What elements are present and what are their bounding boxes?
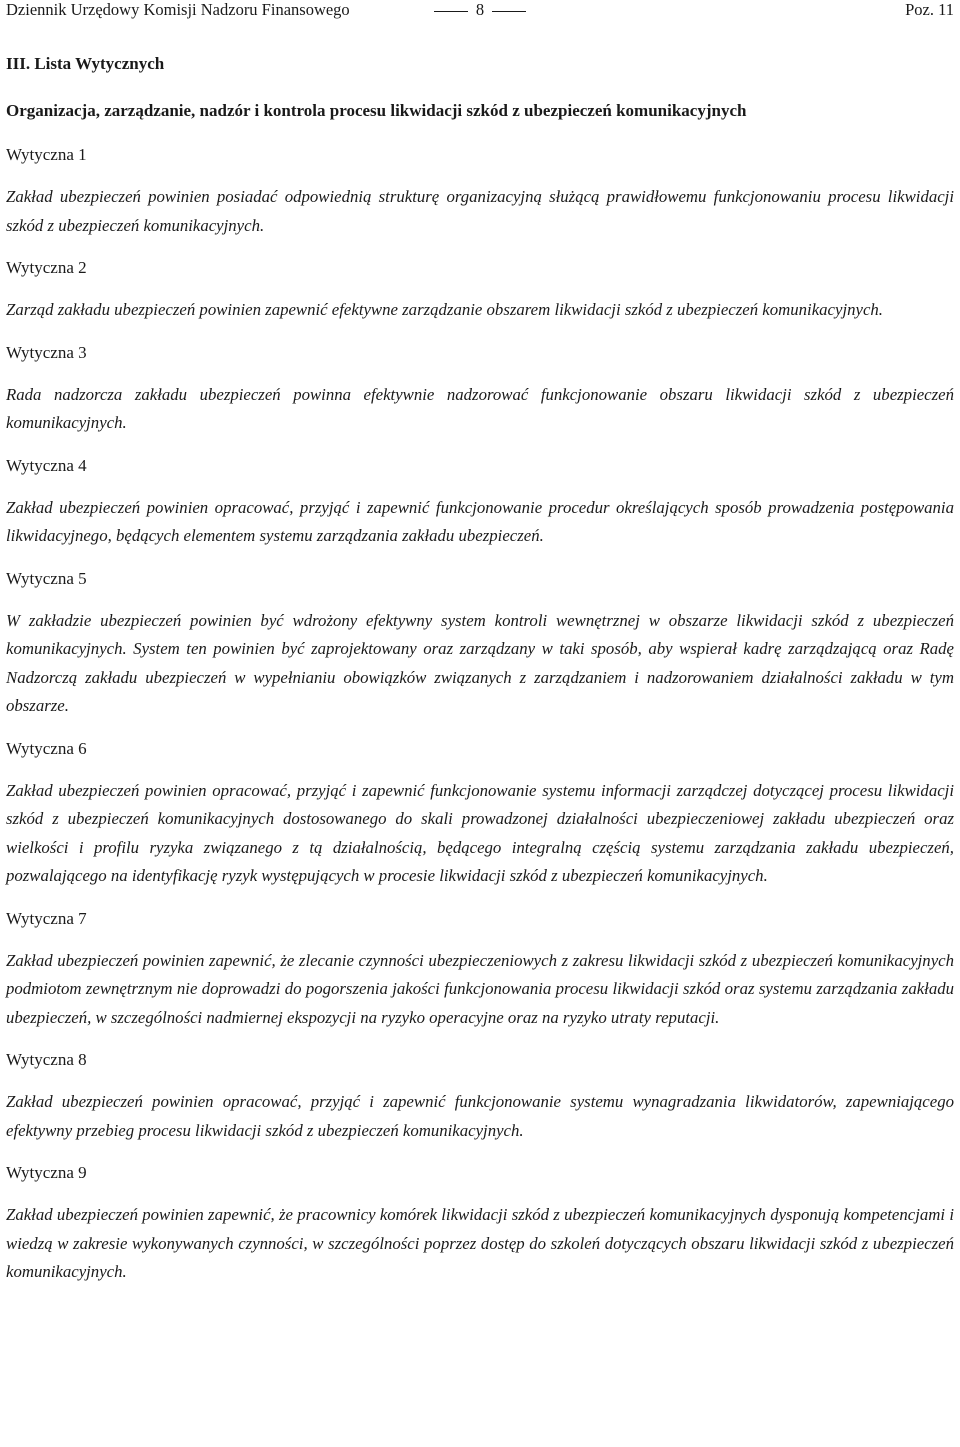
dash-left xyxy=(434,11,468,12)
journal-title: Dziennik Urzędowy Komisji Nadzoru Finansowego xyxy=(6,0,350,19)
guideline-9 xyxy=(6,1161,954,1287)
document-content xyxy=(6,52,954,1303)
guideline-text: Zakład ubezpieczeń powinien zapewnić, że zlecanie czynności ubezpieczeniowych z zakresu likwidacji szkód z ubezpieczeń komunikacyjnych podmiotom zewnętrznym nie doprowadzi do pogorszenia jakości funkcjonowania procesu likwidacji szkód oraz systemu zarządzania zakładu ubezpieczeń, w szczególności nadmiernej ekspozycji na ryzyko operacyjne oraz na ryzyko utraty reputacji. xyxy=(6,950,954,1027)
guideline-4 xyxy=(6,454,954,551)
page-number xyxy=(6,0,954,20)
guideline-title: Wytyczna 8 xyxy=(6,1050,87,1069)
guideline-1 xyxy=(6,143,954,240)
page-header xyxy=(6,0,954,24)
guideline-6 xyxy=(6,737,954,891)
position-label: Poz. 11 xyxy=(905,0,954,19)
guideline-title: Wytyczna 2 xyxy=(6,258,87,277)
guideline-text: Zarząd zakładu ubezpieczeń powinien zapewnić efektywne zarządzanie obszarem likwidacji szkód z ubezpieczeń komunikacyjnych. xyxy=(6,300,883,319)
guideline-3 xyxy=(6,341,954,438)
guideline-title: Wytyczna 1 xyxy=(6,145,87,164)
section-title: III. Lista Wytycznych xyxy=(6,54,165,73)
guideline-title: Wytyczna 5 xyxy=(6,568,87,588)
guideline-text: Zakład ubezpieczeń powinien posiadać odpowiednią strukturę organizacyjną służącą prawidłowemu funkcjonowaniu procesu likwidacji szkód z ubezpieczeń komunikacyjnych. xyxy=(6,187,954,235)
guideline-8 xyxy=(6,1048,954,1145)
guideline-text: Zakład ubezpieczeń powinien opracować, przyjąć i zapewnić funkcjonowanie systemu informacji zarządczej dotyczącej procesu likwidacji szkód z ubezpieczeń komunikacyjnych dostosowanego do skali prowadzonej działalności ubezpieczeniowej zakładu ubezpieczeń oraz wielkości i profilu ryzyka związanego z tą działalnością, będącego integralną częścią systemu zarządzania zakładu ubezpieczeń, pozwalającego na identyfikację ryzyk występujących w procesie likwidacji szkód z ubezpieczeń komunikacyjnych. xyxy=(6,780,954,885)
guideline-5 xyxy=(6,567,954,721)
guideline-text: Zakład ubezpieczeń powinien zapewnić, że pracownicy komórek likwidacji szkód z ubezpieczeń komunikacyjnych dysponują kompetencjami i wiedzą w zakresie wykonywanych czynności, w szczególności poprzez dostęp do szkoleń dotyczących obszaru likwidacji szkód z ubezpieczeń komunikacyjnych. xyxy=(6,1205,954,1281)
guideline-title: Wytyczna 9 xyxy=(6,1163,87,1182)
guideline-text: W zakładzie ubezpieczeń powinien być wdrożony efektywny system kontroli wewnętrznej w obszarze likwidacji szkód z ubezpieczeń komunikacyjnych. System ten powinien być zaprojektowany oraz zarządzany w taki sposób, aby wspierał kadrę zarządzającą oraz Radę Nadzorczą zakładu ubezpieczeń w wypełnianiu obowiązków związanych z zarządzaniem i nadzorowaniem działalności zakładu w tym obszarze. xyxy=(6,610,954,715)
guideline-title: Wytyczna 4 xyxy=(6,455,87,475)
page-number-value: 8 xyxy=(475,0,485,19)
dash-right xyxy=(492,11,526,12)
guideline-title: Wytyczna 6 xyxy=(6,738,87,758)
main-heading: Organizacja, zarządzanie, nadzór i kontrola procesu likwidacji szkód z ubezpieczeń komunikacyjnych xyxy=(6,101,747,120)
guideline-title: Wytyczna 3 xyxy=(6,342,87,362)
guideline-text: Rada nadzorcza zakładu ubezpieczeń powinna efektywnie nadzorować funkcjonowanie obszaru likwidacji szkód z ubezpieczeń komunikacyjnych. xyxy=(6,384,954,432)
guideline-2 xyxy=(6,256,954,325)
guideline-title: Wytyczna 7 xyxy=(6,908,87,928)
guideline-7 xyxy=(6,907,954,1033)
guideline-text: Zakład ubezpieczeń powinien opracować, przyjąć i zapewnić funkcjonowanie systemu wynagradzania likwidatorów, zapewniającego efektywny przebieg procesu likwidacji szkód z ubezpieczeń komunikacyjnych. xyxy=(6,1092,954,1140)
guideline-text: Zakład ubezpieczeń powinien opracować, przyjąć i zapewnić funkcjonowanie procedur określających sposób prowadzenia postępowania likwidacyjnego, będących elementem systemu zarządzania zakładu ubezpieczeń. xyxy=(6,497,954,545)
